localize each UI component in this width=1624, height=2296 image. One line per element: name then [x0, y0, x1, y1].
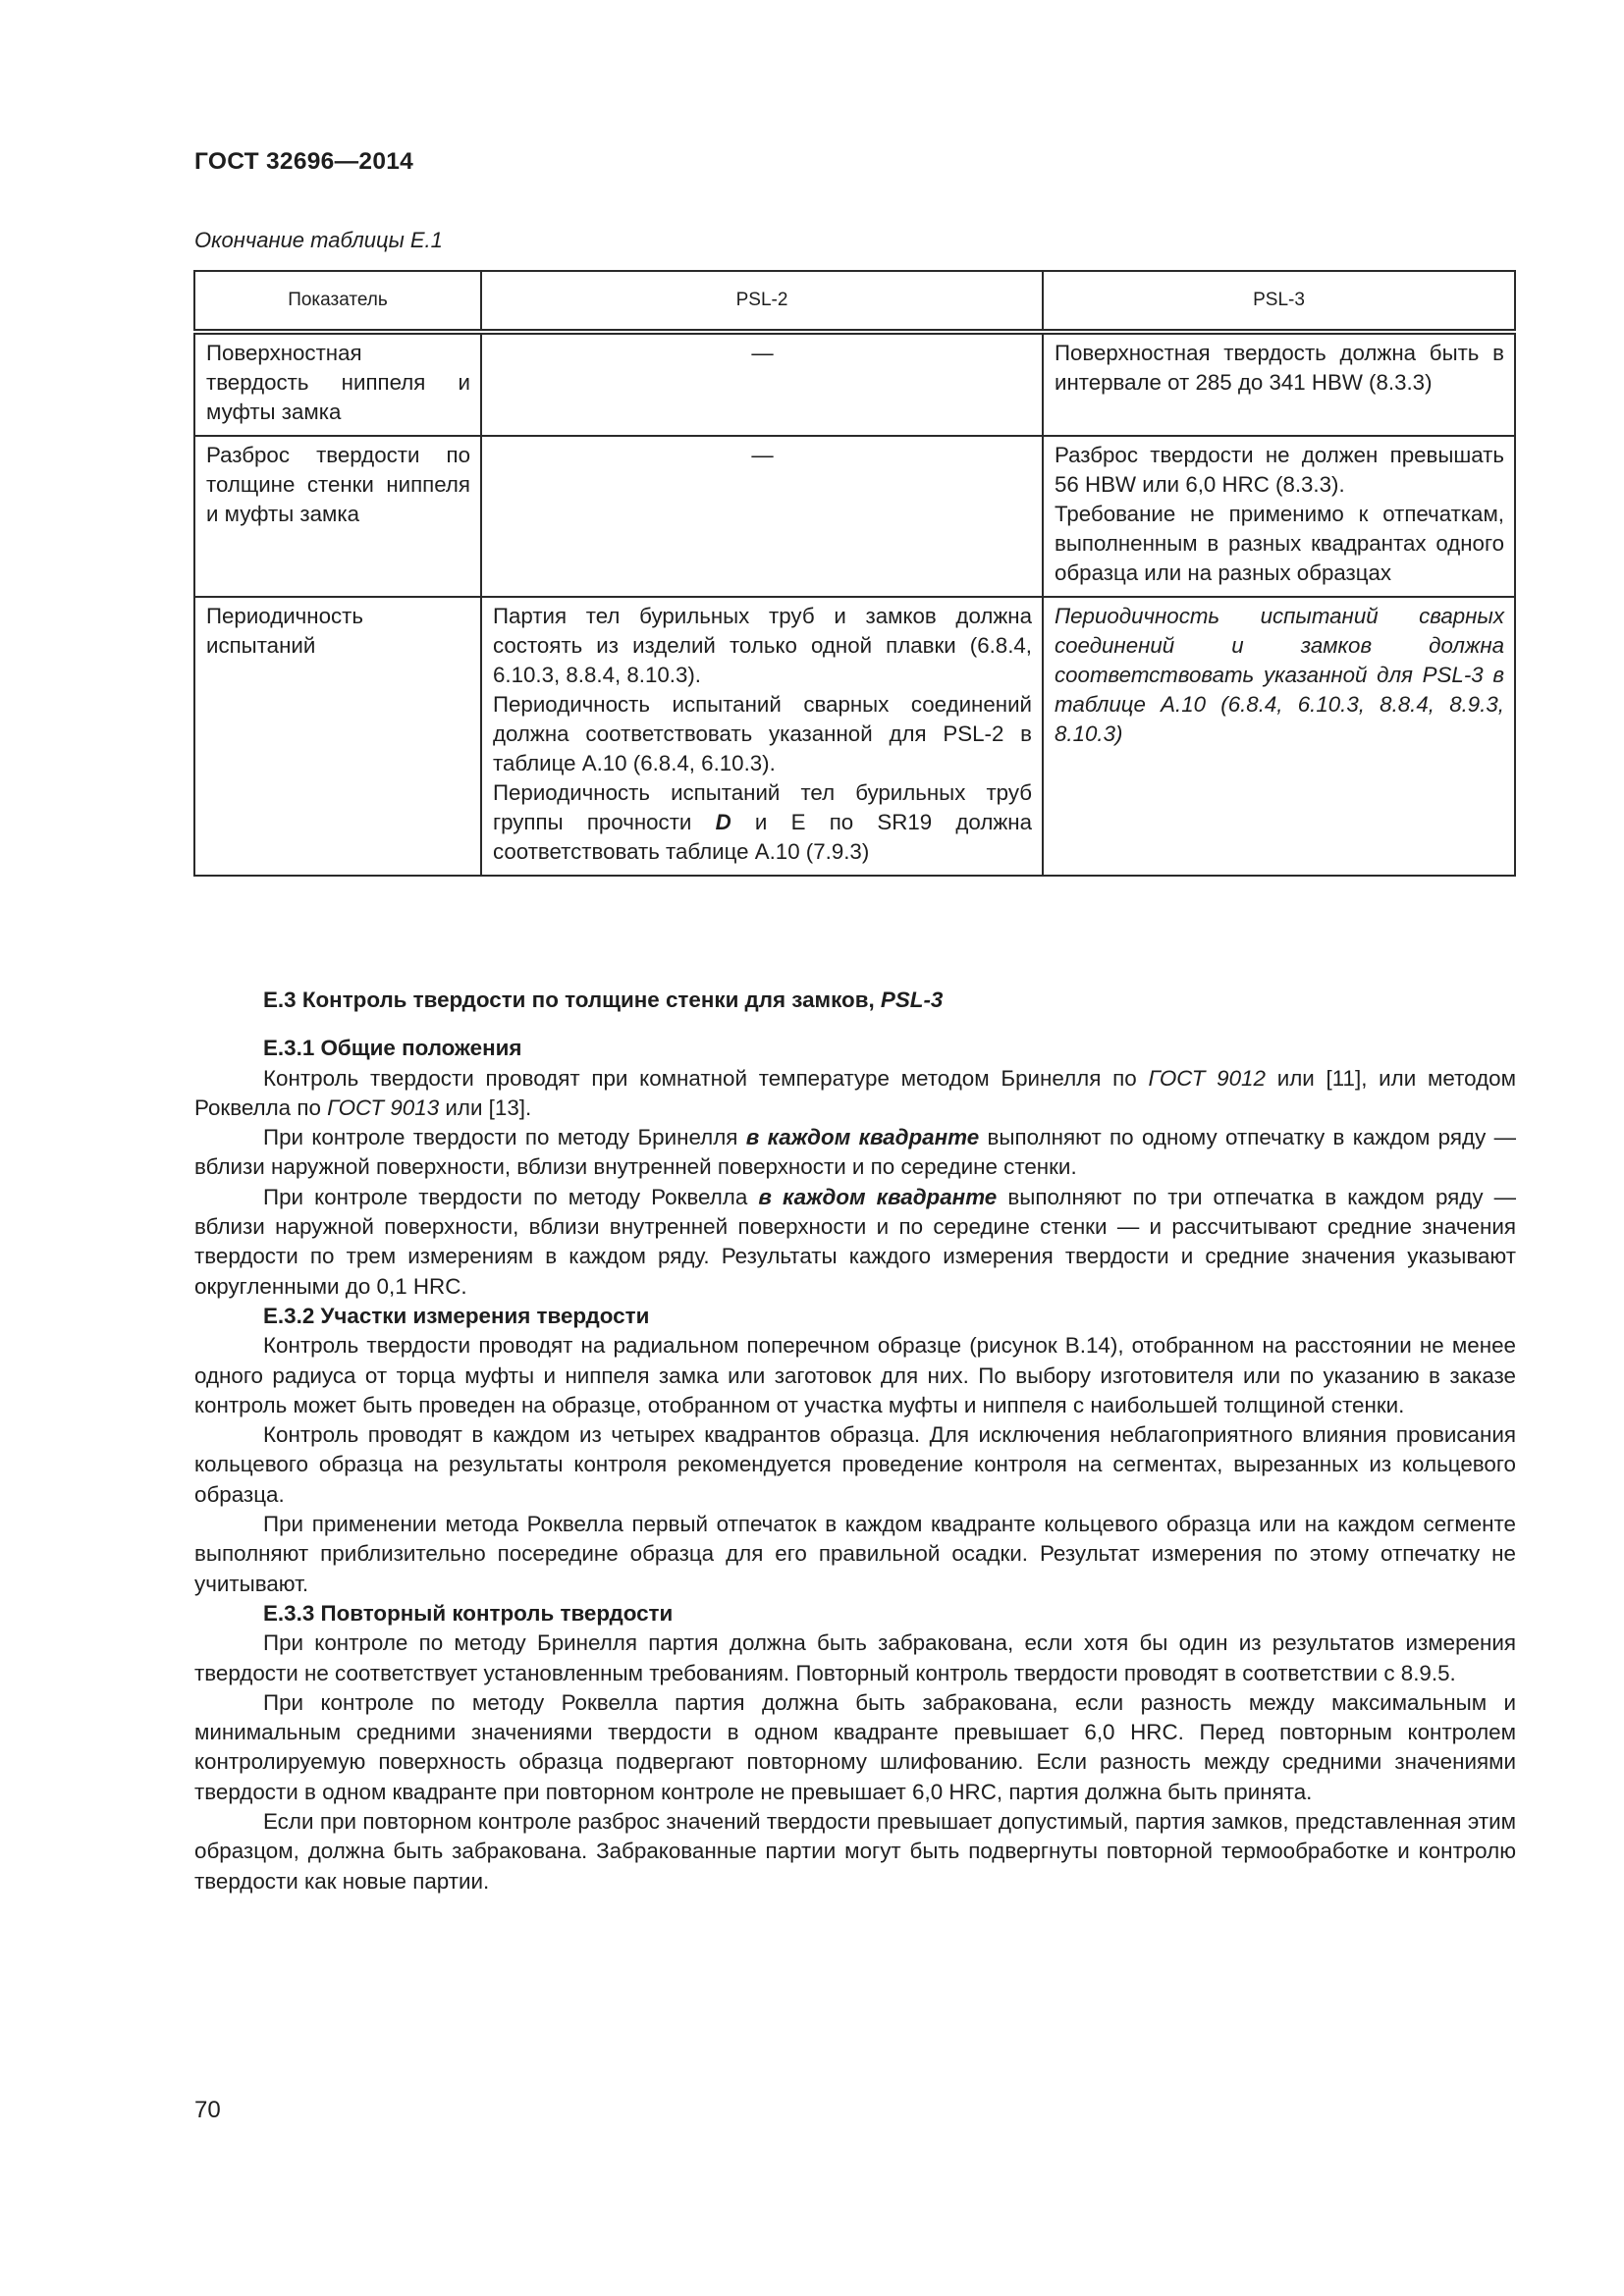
page-number: 70: [194, 2097, 221, 2123]
section-e3: [194, 986, 1516, 1896]
paragraph: Контроль проводят в каждом из четырех квадрантов образца. Для исключения неблагоприятного влияния провисания кольцевого образца на результаты контроля рекомендуется проведение контроля на сегментах, вырезанных из кольцевого образца.: [194, 1422, 1516, 1507]
table-header-row: [194, 271, 1515, 332]
section-title: [194, 986, 1516, 1015]
column-header-indicator: Показатель: [194, 271, 481, 332]
paragraph: При применении метода Роквелла первый отпечаток в каждом квадранте кольцевого образца или на каждом сегменте выполняют приблизительно посередине образца для его правильной осадки. Результат измерения по этому отпечатку не учитывают.: [194, 1512, 1516, 1596]
paragraph: [194, 1183, 1516, 1302]
psl3-cell: [1043, 597, 1515, 876]
subsection-title: Е.3.3 Повторный контроль твердости: [263, 1600, 674, 1626]
paragraph: При контроле по методу Роквелла партия должна быть забракована, если разность между максимальным и минимальным средними значениями твердости в одном квадранте превышает 6,0 HRC. Перед повторным контролем контролируемую поверхность образца подвергают повторному шлифованию. Если разность между средними значениями твердости в одном квадранте при повторном контроле не превышает 6,0 HRC, партия должна быть принята.: [194, 1689, 1516, 1804]
table-caption: Окончание таблицы Е.1: [194, 228, 443, 252]
section-title-text: Е.3 Контроль твердости по толщине стенки для замков,: [263, 988, 881, 1012]
table-e1: [193, 270, 1516, 877]
psl3-cell: [1043, 436, 1515, 597]
text-run: При контроле твердости по методу Бринелля: [263, 1125, 746, 1150]
section-title-italic: PSL-3: [880, 988, 944, 1012]
paragraph: Контроль твердости проводят на радиальном поперечном образце (рисунок В.14), отобранном на расстоянии не менее одного радиуса от торца муфты и ниппеля замка или заготовок для них. По выбору изготовителя или по указанию в заказе контроль может быть проведен на образце, отобранном от участка муфты и ниппеля с наибольшей толщиной стенки.: [194, 1333, 1516, 1417]
table-row: [194, 597, 1515, 876]
cell-paragraph: Требование не применимо к отпечаткам, выполненным в разных квадрантах одного образца или на разных образцах: [1055, 502, 1504, 585]
text-run: Периодичность испытаний тел бурильных труб группы прочности: [493, 780, 1032, 834]
strength-group-d: D: [715, 810, 731, 834]
indicator-cell: Периодичность испытаний: [194, 597, 481, 876]
document-id-header: ГОСТ 32696—2014: [194, 148, 414, 175]
text-run: При контроле твердости по методу Роквелла: [263, 1184, 759, 1209]
indicator-cell: Поверхностная твердость ниппеля и муфты замка: [194, 332, 481, 436]
emphasis: в каждом квадранте: [745, 1125, 980, 1150]
subsection-title: Е.3.2 Участки измерения твердости: [263, 1303, 650, 1328]
table-row: [194, 436, 1515, 597]
psl2-cell: —: [481, 332, 1043, 436]
text-run: и Е по SR19 должна соответствовать таблице А.10 (7.9.3): [493, 810, 1032, 864]
cell-paragraph: Периодичность испытаний сварных соединений должна соответствовать указанной для PSL-2 в таблице А.10 (6.8.4, 6.10.3).: [493, 692, 1032, 775]
cell-paragraph: Партия тел бурильных труб и замков должна состоять из изделий только одной плавки (6.8.4, 6.10.3, 8.8.4, 8.10.3).: [493, 604, 1032, 687]
standard-reference: ГОСТ 9012: [1148, 1065, 1266, 1091]
text-run: выполняют по одному отпечатку в каждом ряду — вблизи наружной поверхности, вблизи внутренней поверхности и по середине стенки.: [194, 1125, 1516, 1180]
indicator-cell: Разброс твердости по толщине стенки ниппеля и муфты замка: [194, 436, 481, 597]
text-run: или [13].: [439, 1095, 532, 1120]
table-row: [194, 332, 1515, 436]
cell-paragraph: Поверхностная твердость должна быть в интервале от 285 до 341 HBW (8.3.3): [1055, 341, 1504, 395]
text-run: Контроль твердости проводят при комнатной температуре методом Бринелля по: [263, 1065, 1149, 1091]
psl2-cell: —: [481, 436, 1043, 597]
cell-paragraph: [493, 778, 1032, 867]
cell-paragraph: Периодичность испытаний сварных соединений и замков должна соответствовать указанной для PSL-3 в таблице А.10 (6.8.4, 6.10.3, 8.8.4, 8.9.3, 8.10.3): [1055, 604, 1504, 746]
paragraph: При контроле по методу Бринелля партия должна быть забракована, если хотя бы один из результатов измерения твердости не соответствует установленным требованиям. Повторный контроль твердости проводят в соответствии с 8.9.5.: [194, 1630, 1516, 1685]
emphasis: в каждом квадранте: [758, 1184, 998, 1209]
column-header-psl2: PSL-2: [481, 271, 1043, 332]
psl3-cell: [1043, 332, 1515, 436]
paragraph: [194, 1123, 1516, 1183]
psl2-cell: [481, 597, 1043, 876]
column-header-psl3: PSL-3: [1043, 271, 1515, 332]
text-run: или [11], или методом Роквелла по: [194, 1065, 1516, 1120]
standard-reference: ГОСТ 9013: [327, 1095, 440, 1120]
cell-paragraph: Разброс твердости не должен превышать 56 HBW или 6,0 HRC (8.3.3).: [1055, 443, 1504, 497]
paragraph: [194, 1064, 1516, 1124]
subsection-title: Е.3.1 Общие положения: [263, 1036, 522, 1061]
paragraph: Если при повторном контроле разброс значений твердости превышает допустимый, партия замков, представленная этим образцом, должна быть забракована. Забракованные партии могут быть подвергнуты повторной термообработке и контролю твердости как новые партии.: [194, 1809, 1516, 1894]
text-run: выполняют по три отпечатка в каждом ряду — вблизи наружной поверхности, вблизи внутренней поверхности и по середине стенки — и рассчитывают средние значения твердости по трем измерениям в каждом ряду. Результаты каждого измерения твердости и средние значения указывают округленными до 0,1 HRC.: [194, 1184, 1517, 1299]
